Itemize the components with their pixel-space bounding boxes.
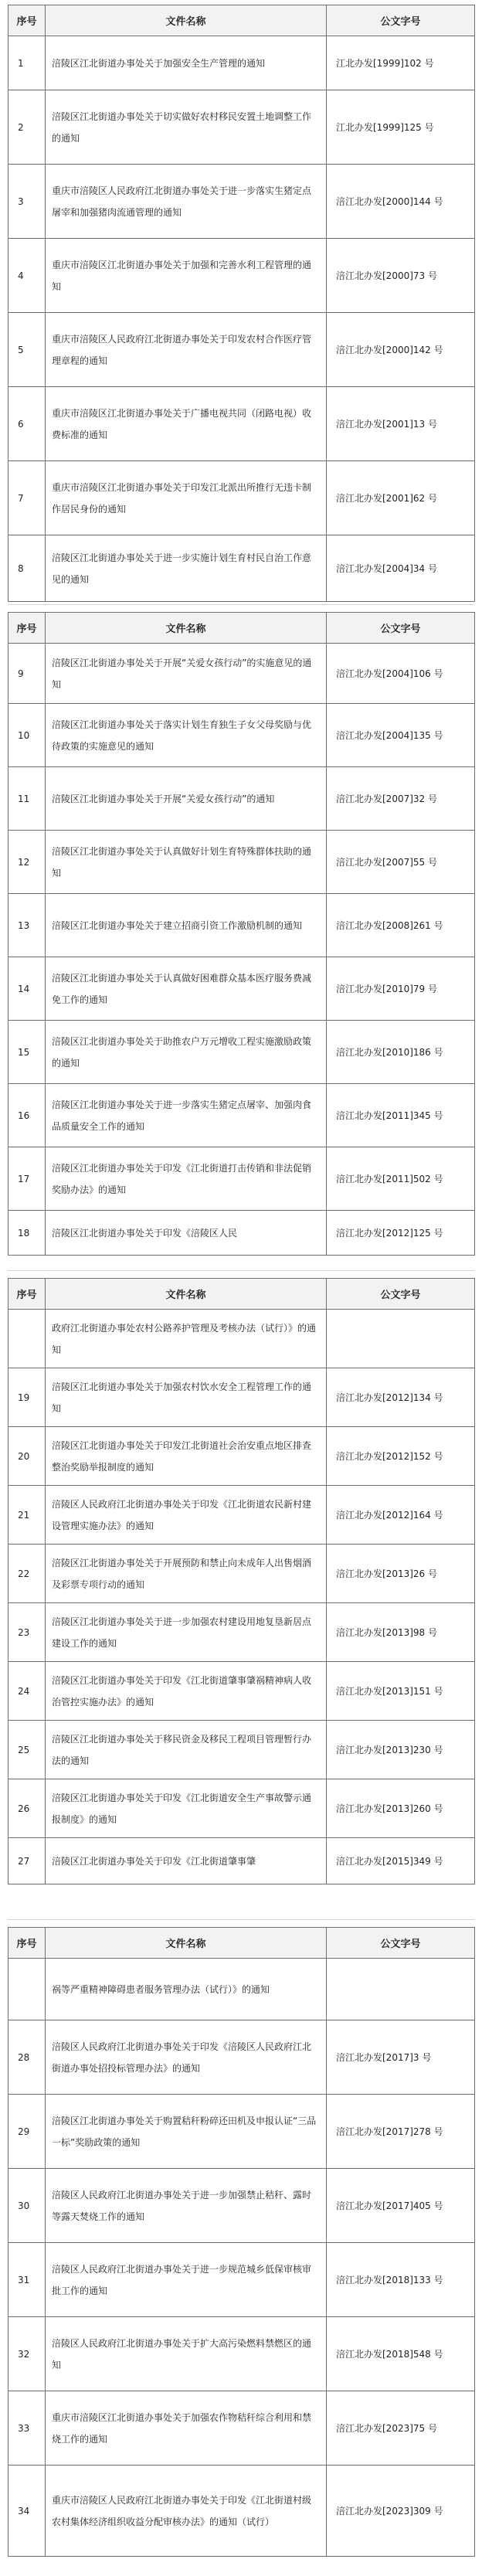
table-row — [8, 2169, 475, 2243]
table-row — [8, 2391, 475, 2466]
table-row — [8, 1427, 475, 1486]
row-seq: 14 — [8, 957, 46, 1021]
table-row — [8, 165, 475, 239]
row-seq: 30 — [8, 2169, 46, 2243]
row-seq: 23 — [8, 1603, 46, 1662]
document-table — [8, 612, 475, 1256]
row-seq: 16 — [8, 1084, 46, 1147]
table-row — [8, 36, 475, 90]
row-doc-number: 涪江北办发[2018]548 号 — [327, 2317, 475, 2391]
header-row — [8, 1928, 475, 1959]
row-file-name: 涪陵区人民政府江北街道办事处关于进一步加强禁止秸秆、露时等露天焚烧工作的通知 — [46, 2169, 327, 2243]
header-row — [8, 613, 475, 644]
row-seq: 32 — [8, 2317, 46, 2391]
row-seq: 20 — [8, 1427, 46, 1486]
row-doc-number: 涪江北办发[2013]98 号 — [327, 1603, 475, 1662]
row-file-name: 涪陵区江北街道办事处关于助推农户万元增收工程实施激励政策的通知 — [46, 1021, 327, 1084]
row-file-name: 政府江北街道办事处农村公路养护管理及考核办法（试行）》的通知 — [46, 1310, 327, 1368]
row-file-name: 涪陵区江北街道办事处关于移民资金及移民工程项目管理暂行办法的通知 — [46, 1721, 327, 1779]
column-header-doc: 公文字号 — [327, 613, 475, 644]
row-seq: 22 — [8, 1545, 46, 1603]
row-seq: 34 — [8, 2466, 46, 2557]
row-file-name: 涪陵区江北街道办事处关于印发《江北街道打击传销和非法促销奖励办法》的通知 — [46, 1147, 327, 1211]
row-file-name: 重庆市涪陵区江北街道办事处关于印发江北派出所推行无违卡制作居民身份的通知 — [46, 461, 327, 535]
row-seq: 1 — [8, 36, 46, 90]
row-doc-number: 涪江北办发[2007]55 号 — [327, 831, 475, 894]
row-file-name: 涪陵区江北街道办事处关于加强农村饮水安全工程管理工作的通知 — [46, 1368, 327, 1427]
row-file-name: 涪陵区江北街道办事处关于加强安全生产管理的通知 — [46, 36, 327, 90]
row-seq: 19 — [8, 1368, 46, 1427]
row-seq: 8 — [8, 535, 46, 602]
row-seq: 9 — [8, 644, 46, 704]
row-doc-number: 涪江北办发[2010]186 号 — [327, 1021, 475, 1084]
table-row — [8, 957, 475, 1021]
row-doc-number — [327, 1310, 475, 1368]
section-divider — [8, 1270, 474, 1271]
table-row — [8, 894, 475, 957]
column-header-seq: 序号 — [8, 613, 46, 644]
row-file-name: 涪陵区江北街道办事处关于开展预防和禁止向未成年人出售烟酒及彩票专项行动的通知 — [46, 1545, 327, 1603]
row-seq: 29 — [8, 2095, 46, 2169]
row-doc-number: 涪江北办发[2013]260 号 — [327, 1779, 475, 1838]
row-doc-number: 涪江北办发[2000]73 号 — [327, 239, 475, 313]
row-file-name: 涪陵区江北街道办事处关于认真做好困难群众基本医疗服务费减免工作的通知 — [46, 957, 327, 1021]
row-file-name: 重庆市涪陵区江北街道办事处关于加强和完善水利工程管理的通知 — [46, 239, 327, 313]
column-header-name: 文件名称 — [46, 1928, 327, 1959]
row-doc-number: 涪江北办发[2012]125 号 — [327, 1211, 475, 1256]
row-seq: 24 — [8, 1662, 46, 1721]
row-doc-number: 涪江北办发[2012]152 号 — [327, 1427, 475, 1486]
row-doc-number: 涪江北办发[2004]106 号 — [327, 644, 475, 704]
table-row — [8, 387, 475, 461]
row-doc-number: 涪江北办发[2017]3 号 — [327, 2020, 475, 2095]
row-doc-number: 涪江北办发[2000]142 号 — [327, 313, 475, 387]
row-doc-number: 涪江北办发[2017]405 号 — [327, 2169, 475, 2243]
row-doc-number: 江北办发[1999]102 号 — [327, 36, 475, 90]
row-doc-number: 涪江北办发[2001]62 号 — [327, 461, 475, 535]
table-row — [8, 313, 475, 387]
column-header-doc: 公文字号 — [327, 1928, 475, 1959]
row-seq: 5 — [8, 313, 46, 387]
table-row — [8, 704, 475, 767]
table-row — [8, 1368, 475, 1427]
table-row — [8, 2020, 475, 2095]
row-seq: 17 — [8, 1147, 46, 1211]
row-seq: 28 — [8, 2020, 46, 2095]
table-row — [8, 831, 475, 894]
row-file-name: 涪陵区江北街道办事处关于进一步实施计划生育村民自治工作意见的通知 — [46, 535, 327, 602]
row-seq: 25 — [8, 1721, 46, 1779]
row-doc-number: 涪江北办发[2011]345 号 — [327, 1084, 475, 1147]
document-table — [8, 1927, 475, 2557]
table-row — [8, 644, 475, 704]
row-seq: 4 — [8, 239, 46, 313]
row-file-name: 涪陵区江北街道办事处关于落实计划生育独生子女父母奖励与优待政策的实施意见的通知 — [46, 704, 327, 767]
table-row — [8, 1603, 475, 1662]
row-file-name: 重庆市涪陵区人民政府江北街道办事处关于印发《江北街道村级农村集体经济组织收益分配审核办法》的通知（试行） — [46, 2466, 327, 2557]
row-doc-number: 涪江北办发[2000]144 号 — [327, 165, 475, 239]
section-divider — [8, 1919, 474, 1920]
row-seq — [8, 1959, 46, 2020]
row-doc-number: 涪江北办发[2013]230 号 — [327, 1721, 475, 1779]
row-doc-number: 涪江北办发[2004]135 号 — [327, 704, 475, 767]
row-file-name: 重庆市涪陵区江北街道办事处关于广播电视共同（闭路电视）收费标准的通知 — [46, 387, 327, 461]
row-seq: 6 — [8, 387, 46, 461]
row-file-name: 重庆市涪陵区人民政府江北街道办事处关于进一步落实生猪定点屠宰和加强猪肉流通管理的通知 — [46, 165, 327, 239]
column-header-name: 文件名称 — [46, 613, 327, 644]
column-header-doc: 公文字号 — [327, 5, 475, 36]
table-row — [8, 1211, 475, 1256]
row-doc-number: 涪江北办发[2013]151 号 — [327, 1662, 475, 1721]
row-file-name: 涪陵区江北街道办事处关于建立招商引资工作激励机制的通知 — [46, 894, 327, 957]
table-row — [8, 461, 475, 535]
row-seq: 18 — [8, 1211, 46, 1256]
row-doc-number: 涪江北办发[2012]134 号 — [327, 1368, 475, 1427]
row-doc-number: 涪江北办发[2023]75 号 — [327, 2391, 475, 2466]
row-file-name: 涪陵区江北街道办事处关于开展“关爱女孩行动”的通知 — [46, 767, 327, 831]
row-doc-number: 涪江北办发[2023]309 号 — [327, 2466, 475, 2557]
row-file-name: 涪陵区江北街道办事处关于印发《涪陵区人民 — [46, 1211, 327, 1256]
row-file-name: 重庆市涪陵区人民政府江北街道办事处关于印发农村合作医疗管理章程的通知 — [46, 313, 327, 387]
row-doc-number: 涪江北办发[2012]164 号 — [327, 1486, 475, 1545]
row-doc-number: 涪江北办发[2007]32 号 — [327, 767, 475, 831]
table-row — [8, 2243, 475, 2317]
table-row — [8, 535, 475, 602]
row-file-name: 涪陵区江北街道办事处关于印发江北街道社会治安重点地区排查整治奖励举报制度的通知 — [46, 1427, 327, 1486]
row-doc-number: 涪江北办发[2018]133 号 — [327, 2243, 475, 2317]
table-section-4 — [8, 1927, 474, 2557]
row-file-name: 重庆市涪陵区江北街道办事处关于加强农作物秸秆综合利用和禁烧工作的通知 — [46, 2391, 327, 2466]
row-doc-number: 涪江北办发[2001]13 号 — [327, 387, 475, 461]
column-header-seq: 序号 — [8, 1279, 46, 1310]
table-row — [8, 2317, 475, 2391]
row-doc-number: 涪江北办发[2010]79 号 — [327, 957, 475, 1021]
column-header-seq: 序号 — [8, 5, 46, 36]
row-seq: 7 — [8, 461, 46, 535]
table-row — [8, 1838, 475, 1884]
column-header-name: 文件名称 — [46, 5, 327, 36]
row-file-name: 涪陵区江北街道办事处关于印发《江北街道肇事肇 — [46, 1838, 327, 1884]
row-seq: 31 — [8, 2243, 46, 2317]
row-file-name: 涪陵区江北街道办事处关于进一步加强农村建设用地复垦新居点建设工作的通知 — [46, 1603, 327, 1662]
row-file-name: 涪陵区人民政府江北街道办事处关于印发《江北街道农民新村建设管理实施办法》的通知 — [46, 1486, 327, 1545]
row-file-name: 祸等严重精神障碍患者服务管理办法（试行）》的通知 — [46, 1959, 327, 2020]
row-seq: 11 — [8, 767, 46, 831]
table-section-2 — [8, 612, 474, 1256]
table-row — [8, 1084, 475, 1147]
row-doc-number: 涪江北办发[2011]502 号 — [327, 1147, 475, 1211]
table-row — [8, 2466, 475, 2557]
row-seq: 15 — [8, 1021, 46, 1084]
row-seq: 21 — [8, 1486, 46, 1545]
header-row — [8, 1279, 475, 1310]
table-section-1 — [8, 5, 474, 602]
table-row — [8, 1310, 475, 1368]
table-row — [8, 1147, 475, 1211]
row-file-name: 涪陵区人民政府江北街道办事处关于印发《涪陵区人民政府江北街道办事处招投标管理办法》的通知 — [46, 2020, 327, 2095]
table-row — [8, 1721, 475, 1779]
row-doc-number: 江北办发[1999]125 号 — [327, 90, 475, 165]
document-table — [8, 1278, 475, 1884]
table-row — [8, 1779, 475, 1838]
row-seq: 10 — [8, 704, 46, 767]
row-doc-number: 涪江北办发[2013]26 号 — [327, 1545, 475, 1603]
table-row — [8, 2095, 475, 2169]
row-seq: 3 — [8, 165, 46, 239]
row-doc-number: 涪江北办发[2017]278 号 — [327, 2095, 475, 2169]
document-table — [8, 5, 475, 602]
table-row — [8, 1662, 475, 1721]
row-doc-number: 涪江北办发[2004]34 号 — [327, 535, 475, 602]
row-file-name: 涪陵区江北街道办事处关于开展“关爱女孩行动”的实施意见的通知 — [46, 644, 327, 704]
table-row — [8, 90, 475, 165]
table-section-3 — [8, 1278, 474, 1884]
row-file-name: 涪陵区人民政府江北街道办事处关于进一步规范城乡低保审核审批工作的通知 — [46, 2243, 327, 2317]
row-file-name: 涪陵区江北街道办事处关于进一步落实生猪定点屠宰、加强肉食品质量安全工作的通知 — [46, 1084, 327, 1147]
table-row — [8, 767, 475, 831]
row-file-name: 涪陵区江北街道办事处关于印发《江北街道肇事肇祸精神病人收治管控实施办法》的通知 — [46, 1662, 327, 1721]
row-seq: 2 — [8, 90, 46, 165]
row-seq: 13 — [8, 894, 46, 957]
row-file-name: 涪陵区江北街道办事处关于购置秸秆粉碎还田机及申报认证“三品一标”奖励政策的通知 — [46, 2095, 327, 2169]
row-doc-number — [327, 1959, 475, 2020]
row-seq: 27 — [8, 1838, 46, 1884]
row-seq: 12 — [8, 831, 46, 894]
section-divider — [8, 604, 474, 605]
table-row — [8, 1021, 475, 1084]
row-seq — [8, 1310, 46, 1368]
row-doc-number: 涪江北办发[2015]349 号 — [327, 1838, 475, 1884]
table-row — [8, 1959, 475, 2020]
row-file-name: 涪陵区人民政府江北街道办事处关于扩大高污染燃料禁燃区的通知 — [46, 2317, 327, 2391]
table-row — [8, 239, 475, 313]
header-row — [8, 5, 475, 36]
column-header-doc: 公文字号 — [327, 1279, 475, 1310]
row-file-name: 涪陵区江北街道办事处关于认真做好计划生育特殊群体扶助的通知 — [46, 831, 327, 894]
row-seq: 26 — [8, 1779, 46, 1838]
column-header-name: 文件名称 — [46, 1279, 327, 1310]
row-seq: 33 — [8, 2391, 46, 2466]
table-row — [8, 1486, 475, 1545]
column-header-seq: 序号 — [8, 1928, 46, 1959]
row-file-name: 涪陵区江北街道办事处关于印发《江北街道安全生产事故警示通报制度》的通知 — [46, 1779, 327, 1838]
row-doc-number: 涪江北办发[2008]261 号 — [327, 894, 475, 957]
table-row — [8, 1545, 475, 1603]
row-file-name: 涪陵区江北街道办事处关于切实做好农村移民安置土地调整工作的通知 — [46, 90, 327, 165]
